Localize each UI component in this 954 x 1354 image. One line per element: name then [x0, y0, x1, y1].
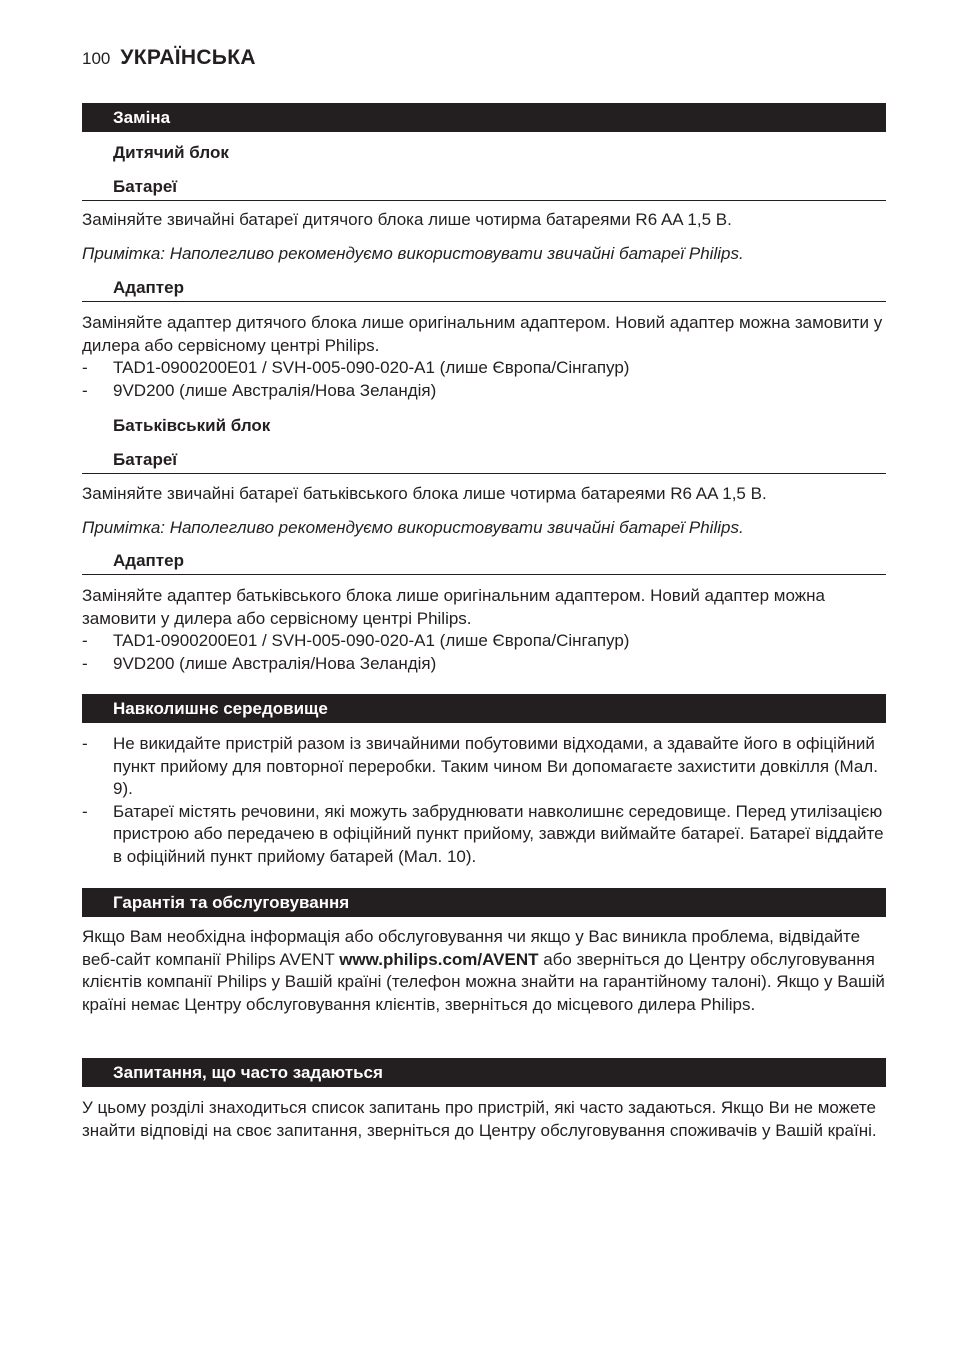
subheading-parent-batteries: Батареї — [82, 449, 886, 474]
parent-adapter-text: Заміняйте адаптер батьківського блока лише оригінальним адаптером. Новий адаптер можна замовити у дилера або сервісному центрі Philips. — [82, 586, 825, 628]
baby-batteries-text: Заміняйте звичайні батареї дитячого блока лише чотирма батареями R6 AA 1,5 В. — [82, 210, 732, 229]
subheading-parent-unit: Батьківський блок — [113, 416, 271, 435]
section-heading-replacement: Заміна — [82, 103, 886, 132]
section-heading-guarantee: Гарантія та обслуговування — [82, 888, 886, 917]
list-dash: - — [82, 734, 88, 753]
subheading-baby-unit: Дитячий блок — [113, 143, 229, 162]
guarantee-text: Якщо Вам необхідна інформація або обслуговування чи якщо у Вас виникла проблема, відвідайте веб-сайт компанії Philips AVENT www.philips.com/AVENT або зверніться до Центру обслуговування клієнтів компанії Philips у Вашій країні (телефон можна знайти на гарантійному талоні). Якщо у Вашій країні немає Центру обслуговування клієнтів, зверніться до місцевого дилера Philips. — [82, 927, 885, 1014]
list-item: - Не викидайте пристрій разом із звичайними побутовими відходами, а здавайте його в офіційний пункт прийому для повторної переробки. Таким чином Ви допомагаєте захистити довкілля (Мал. 9). — [82, 734, 878, 798]
baby-batteries-note: Примітка: Наполегливо рекомендуємо використовувати звичайні батареї Philips. — [82, 244, 744, 263]
parent-adapter-list — [82, 630, 888, 675]
faq-text: У цьому розділі знаходиться список запитань про пристрій, які часто задаються. Якщо Ви не можете знайти відповіді на своє запитання, зверніться до Центру обслуговування споживачів у Вашій країні. — [82, 1098, 877, 1140]
list-item: - 9VD200 (лише Австралія/Нова Зеландія) — [82, 653, 888, 676]
section-heading-environment: Навколишнє середовище — [82, 694, 886, 723]
subheading-baby-adapter: Адаптер — [82, 277, 886, 302]
subheading-baby-batteries: Батареї — [82, 176, 886, 201]
page-number: 100 — [82, 49, 111, 68]
subheading-parent-adapter: Адаптер — [82, 550, 886, 575]
philips-avent-url[interactable]: www.philips.com/AVENT — [339, 949, 539, 969]
list-item: - TAD1-0900200E01 / SVH-005-090-020-A1 (лише Європа/Сінгапур) — [82, 357, 888, 380]
list-item: - Батареї містять речовини, які можуть забруднювати навколишнє середовище. Перед утилізацією пристрою або передачею в офіційний пункт прийому, завжди виймайте батареї. Батареї віддайте в офіційний пункт прийому батарей (Мал. 10). — [82, 801, 884, 866]
baby-adapter-list — [82, 357, 888, 402]
list-item: - TAD1-0900200E01 / SVH-005-090-020-A1 (лише Європа/Сінгапур) — [82, 630, 888, 653]
list-dash: - — [82, 653, 88, 673]
section-heading-faq: Запитання, що часто задаються — [82, 1058, 886, 1087]
list-item: - 9VD200 (лише Австралія/Нова Зеландія) — [82, 380, 888, 403]
parent-batteries-text: Заміняйте звичайні батареї батьківського блока лише чотирма батареями R6 AA 1,5 В. — [82, 484, 767, 503]
list-dash: - — [82, 631, 88, 650]
environment-list — [82, 733, 888, 868]
parent-batteries-note: Примітка: Наполегливо рекомендуємо використовувати звичайні батареї Philips. — [82, 518, 744, 537]
baby-adapter-text: Заміняйте адаптер дитячого блока лише оригінальним адаптером. Новий адаптер можна замовити у дилера або сервісному центрі Philips. — [82, 313, 883, 355]
language-title: УКРАЇНСЬКА — [120, 46, 256, 69]
list-dash: - — [82, 801, 88, 821]
list-dash: - — [82, 358, 88, 377]
list-dash: - — [82, 380, 88, 400]
page-header — [82, 46, 256, 70]
